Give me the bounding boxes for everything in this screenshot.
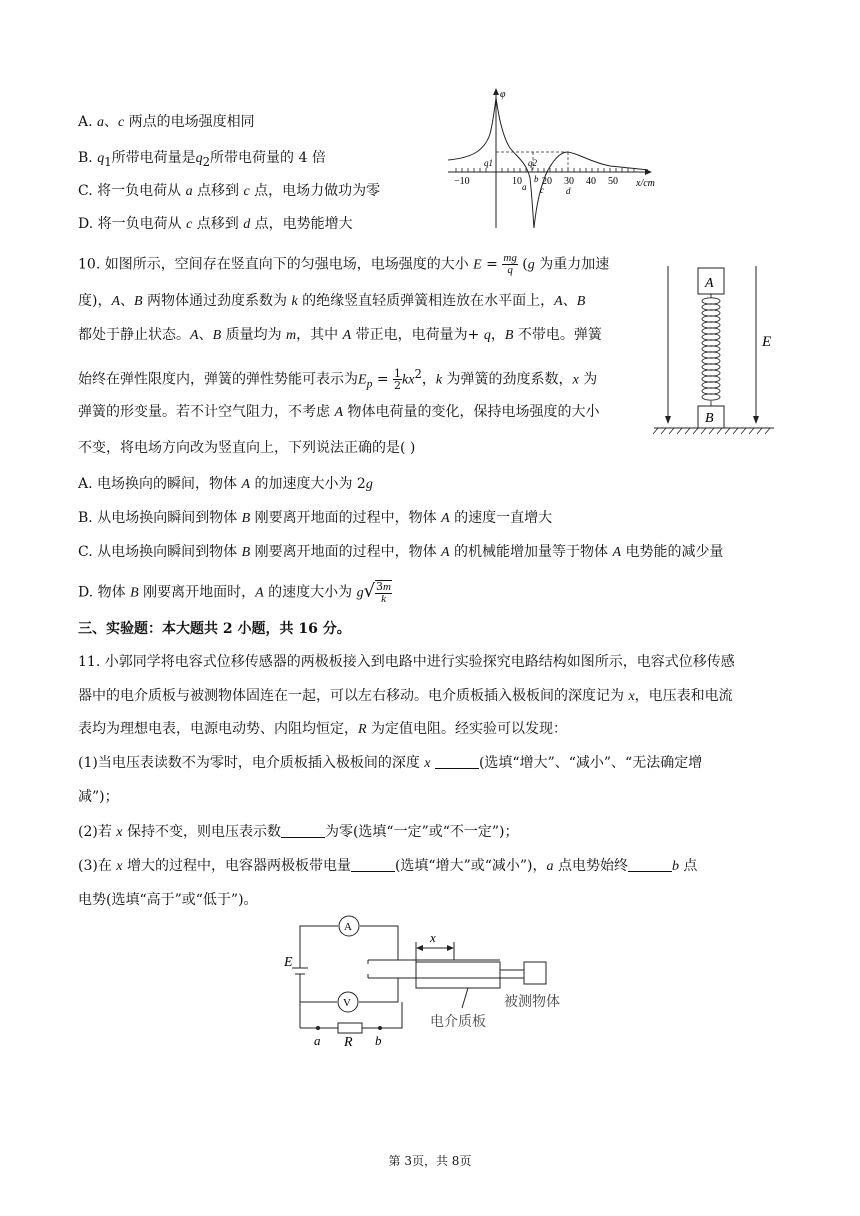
phi-label: φ — [500, 89, 506, 100]
page-footer: 第 3页，共 8页 — [388, 1154, 472, 1168]
q9-option-a: A. a、c 两点的电场强度相同 — [78, 114, 255, 130]
tick-label: 40 — [586, 176, 596, 187]
section-3-heading: 三、实验题：本大题共 2 小题，共 16 分。 — [78, 621, 351, 637]
voltmeter-label: V — [343, 997, 351, 1009]
potential-curve-right — [534, 152, 648, 228]
tick-label: 10 — [512, 176, 522, 187]
q11-part-2: (2)若 x 保持不变，则电压表示数 为零(选填“一定”或“不一定”)； — [78, 824, 519, 840]
q10-line-2: 度)，A、B 两物体通过劲度系数为 k 的绝缘竖直轻质弹簧相连放在水平面上，A、B — [78, 293, 586, 309]
node-b-label: b — [375, 1033, 382, 1048]
q10-line-6: 不变，将电场方向改为竖直向上，下列说法正确的是( ) — [78, 440, 416, 456]
q10-option-d: D. 物体 B 刚要离开地面时，A 的速度大小为 g√ $\frac{3m}{k}$ — [78, 580, 391, 605]
q11-part-3-cont: 电势(选填“高于”或“低于”)。 — [78, 892, 258, 908]
tick-label: −10 — [454, 176, 470, 187]
object-label: 被测物体 — [504, 994, 560, 1010]
potential-curve-left — [448, 98, 496, 160]
q11-part-1-cont: 减”)； — [78, 789, 119, 805]
q2-label: q2 — [528, 158, 537, 168]
tick-label: 30 — [564, 176, 574, 187]
q9-option-b: B. $q_1$所带电荷量是$q_2$所带电荷量的 4 倍 — [78, 150, 326, 169]
point-a-label: a — [522, 182, 527, 192]
q11-line-2: 器中的电介质板与被测物体固连在一起，可以左右移动。电介质板插入极板间的深度记为 x，电压表和电流 — [78, 688, 733, 704]
q9-option-d: D. 将一负电荷从 c 点移到 d 点，电势能增大 — [78, 216, 353, 232]
spring-figure — [648, 262, 778, 442]
q10-line-1: 10. 如图所示，空间存在竖直向下的匀强电场，电场强度的大小 E = $\frac{mg}{q}$ (g 为重力加速 — [78, 252, 610, 276]
q10-line-5: 弹簧的形变量。若不计空气阻力，不考虑 A 物体电荷量的变化，保持电场强度的大小 — [78, 404, 600, 420]
tick-label: 20 — [542, 176, 552, 187]
tick-label: 50 — [608, 176, 618, 187]
q10-line-4: 始终在弹性限度内，弹簧的弹性势能可表示为$E_p$ = $\frac{1}{2}$ $kx^2$，k 为弹簧的劲度系数，x 为 — [78, 367, 598, 393]
q9-option-c: C. 将一负电荷从 a 点移到 c 点，电场力做功为零 — [78, 183, 381, 199]
q11-line-1: 11. 小郭同学将电容式位移传感器的两极板接入到电路中进行实验探究电路结构如图所示，电容式位移传感 — [78, 654, 735, 670]
spring — [702, 294, 720, 406]
q10-option-b: B. 从电场换向瞬间到物体 B 刚要离开地面的过程中，物体 A 的速度一直增大 — [78, 510, 553, 526]
q1-label: q1 — [484, 158, 493, 168]
field-label: E — [762, 334, 772, 350]
point-b-label: b — [534, 174, 539, 184]
point-c-label: c — [540, 185, 544, 195]
node-a-label: a — [314, 1033, 321, 1048]
q10-option-a: A. 电场换向的瞬间，物体 A 的加速度大小为 2g — [78, 476, 373, 492]
q11-part-3: (3)在 x 增大的过程中，电容器两极板带电量 (选填“增大”或“减小”)，a 点电势始终 b 点 — [78, 858, 698, 874]
q10-line-3: 都处于静止状态。A、B 质量均为 m，其中 A 带正电，电荷量为+ q，B 不带电。弹簧 — [78, 327, 602, 343]
source-label: E — [284, 955, 293, 970]
block-b-label: B — [705, 411, 714, 426]
q11-part-1: (1)当电压表读数不为零时，电介质板插入极板间的深度 x (选填“增大”、“减小”、“无法确定增 — [78, 755, 703, 771]
q11-line-3: 表均为理想电表，电源电动势、内阻均恒定，R 为定值电阻。经实验可以发现： — [78, 721, 568, 737]
potential-graph — [440, 86, 680, 232]
dielectric-label: 电介质板 — [430, 1014, 486, 1030]
x-axis-label: x/cm — [636, 178, 655, 189]
block-a-label: A — [705, 276, 714, 291]
circuit-figure — [280, 912, 580, 1052]
resistor-label: R — [344, 1035, 353, 1050]
ammeter-label: A — [344, 921, 352, 933]
point-d-label: d — [566, 186, 571, 196]
q10-option-c: C. 从电场换向瞬间到物体 B 刚要离开地面的过程中，物体 A 的机械能增加量等于物体 A 电势能的减少量 — [78, 544, 724, 560]
depth-label: x — [430, 930, 436, 945]
